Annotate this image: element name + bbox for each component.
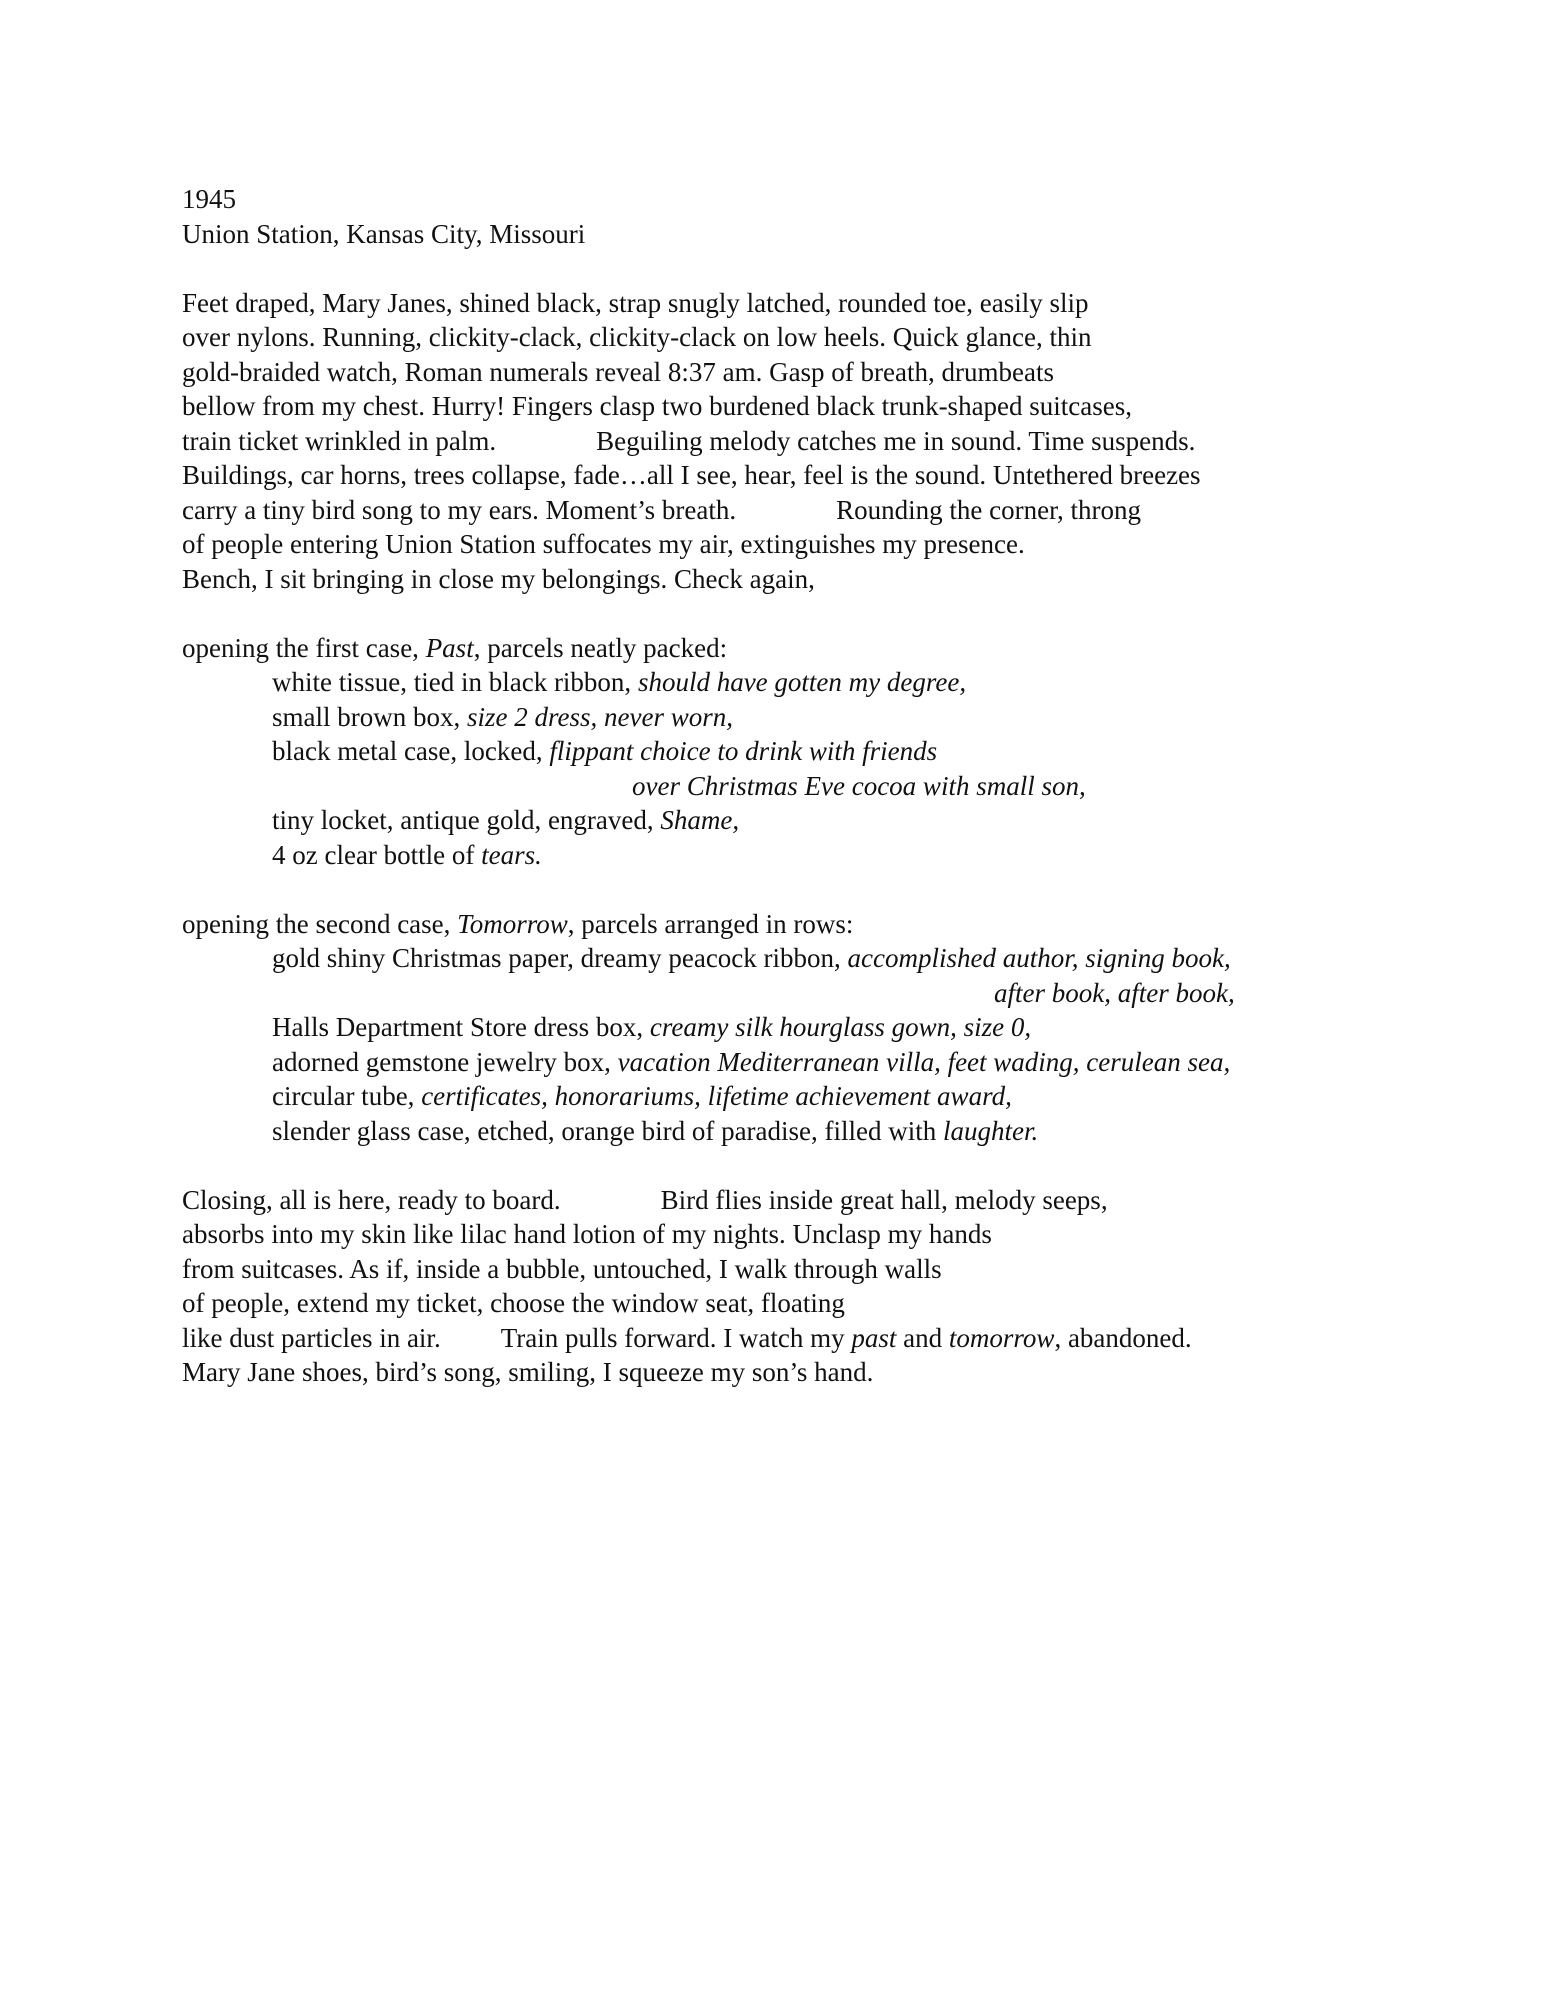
past-item-5-emphasis: tears. <box>481 839 542 870</box>
stanza-break <box>182 1148 1382 1183</box>
tomorrow-item-5 <box>182 1114 1382 1149</box>
past-item-3-emphasis: flippant choice to drink with friends <box>549 736 938 766</box>
closing-line1-part1: Closing, all is here, ready to board. <box>182 1184 561 1215</box>
stanza-break <box>182 596 1382 631</box>
tomorrow-item-5-emphasis: laughter. <box>943 1115 1039 1146</box>
stanza1-line7-part2: Rounding the corner, throng <box>836 494 1141 525</box>
past-item-2-emphasis: size 2 dress, never worn, <box>467 701 733 732</box>
closing-line6: Mary Jane shoes, bird’s song, smiling, I squeeze my son’s hand. <box>182 1357 874 1387</box>
tomorrow-item-3-emphasis: vacation Mediterranean villa, feet wading, cerulean sea, <box>617 1046 1231 1077</box>
closing-line5-emphasis-tomorrow: tomorrow <box>948 1322 1055 1353</box>
tomorrow-item-1-emphasis: accomplished author, signing book, <box>847 943 1231 973</box>
stanza1-line5-part1: train ticket wrinkled in palm. <box>182 425 497 456</box>
tomorrow-item-1 <box>182 941 1382 976</box>
stanza1-line7-part1: carry a tiny bird song to my ears. Moment’s breath. <box>182 494 737 525</box>
past-item-4 <box>182 803 1382 838</box>
past-item-2-text: small brown box, <box>272 701 467 732</box>
tomorrow-item-5-text: slender glass case, etched, orange bird of paradise, filled with <box>272 1115 944 1146</box>
tomorrow-item-3 <box>182 1045 1382 1080</box>
stanza1-line9: Bench, I sit bringing in close my belongings. Check again, <box>182 563 815 594</box>
closing-line1 <box>182 1183 1382 1218</box>
tomorrow-intro-emphasis: Tomorrow <box>457 908 568 939</box>
stanza1-line5-part2: Beguiling melody catches me in sound. Time suspends. <box>596 425 1196 456</box>
stanza1-line7 <box>182 493 1382 528</box>
past-item-3 <box>182 734 1382 769</box>
tomorrow-item-2-text: Halls Department Store dress box, <box>272 1012 650 1042</box>
past-item-4-text: tiny locket, antique gold, engraved, <box>272 805 661 835</box>
tomorrow-item-3-text: adorned gemstone jewelry box, <box>272 1046 618 1077</box>
closing-line5-end: , abandoned. <box>1054 1322 1192 1353</box>
closing-line5-part2: Train pulls forward. I watch my <box>500 1322 852 1353</box>
tomorrow-item-4 <box>182 1079 1382 1114</box>
stanza1-line5 <box>182 424 1382 459</box>
poem-year: 1945 <box>182 184 236 214</box>
tomorrow-item-2 <box>182 1010 1382 1045</box>
stanza1-line2: over nylons. Running, clickity-clack, clickity-clack on low heels. Quick glance, thin <box>182 322 1092 352</box>
tomorrow-item-4-text: circular tube, <box>272 1081 422 1111</box>
past-intro-text: opening the first case, <box>182 632 426 663</box>
closing-line1-part2: Bird flies inside great hall, melody seeps, <box>660 1184 1108 1215</box>
poem-body <box>182 182 1382 1390</box>
past-item-1-emphasis: should have gotten my degree, <box>637 667 967 697</box>
past-item-1 <box>182 665 1382 700</box>
past-item-1-text: white tissue, tied in black ribbon, <box>272 667 638 697</box>
tomorrow-intro-text-end: , parcels arranged in rows: <box>567 908 854 939</box>
closing-line5-and: and <box>896 1322 949 1353</box>
past-item-5-text: 4 oz clear bottle of <box>272 839 482 870</box>
past-item-5 <box>182 838 1382 873</box>
past-intro <box>182 631 1382 666</box>
stanza1-line6: Buildings, car horns, trees collapse, fade…all I see, hear, feel is the sound. Untethered breezes <box>182 460 1201 490</box>
stanza1-line8: of people entering Union Station suffocates my air, extinguishes my presence. <box>182 529 1025 559</box>
past-item-3-text: black metal case, locked, <box>272 736 550 766</box>
tomorrow-item-2-emphasis: creamy silk hourglass gown, size 0, <box>649 1012 1032 1042</box>
tomorrow-item-1-continuation <box>182 976 1382 1011</box>
stanza1-line4: bellow from my chest. Hurry! Fingers clasp two burdened black trunk-shaped suitcases, <box>182 391 1133 421</box>
past-intro-emphasis: Past <box>425 632 474 663</box>
closing-line5-emphasis-past: past <box>851 1322 897 1353</box>
stanza1-line3: gold-braided watch, Roman numerals reveal 8:37 am. Gasp of breath, drumbeats <box>182 356 1054 387</box>
stanza1-line1: Feet draped, Mary Janes, shined black, strap snugly latched, rounded toe, easily slip <box>182 287 1089 318</box>
stanza-break <box>182 872 1382 907</box>
closing-line5-part1: like dust particles in air. <box>182 1322 441 1353</box>
tomorrow-item-1-text: gold shiny Christmas paper, dreamy peacock ribbon, <box>272 943 848 973</box>
past-item-4-emphasis: Shame, <box>660 805 740 835</box>
tomorrow-intro <box>182 907 1382 942</box>
past-item-2 <box>182 700 1382 735</box>
past-item-3-continuation <box>182 769 1382 804</box>
closing-line2: absorbs into my skin like lilac hand lotion of my nights. Unclasp my hands <box>182 1219 992 1249</box>
tomorrow-intro-text: opening the second case, <box>182 908 458 939</box>
tomorrow-item-4-emphasis: certificates, honorariums, lifetime achievement award, <box>421 1081 1012 1111</box>
stanza-break <box>182 251 1382 286</box>
closing-line4: of people, extend my ticket, choose the window seat, floating <box>182 1288 845 1318</box>
closing-line3: from suitcases. As if, inside a bubble, untouched, I walk through walls <box>182 1253 942 1284</box>
past-item-3-continuation-emphasis: over Christmas Eve cocoa with small son, <box>632 770 1086 801</box>
closing-line5 <box>182 1321 1382 1356</box>
poem-location: Union Station, Kansas City, Missouri <box>182 218 586 249</box>
past-intro-text-end: , parcels neatly packed: <box>473 632 728 663</box>
tomorrow-item-1-continuation-emphasis: after book, after book, <box>994 977 1235 1008</box>
